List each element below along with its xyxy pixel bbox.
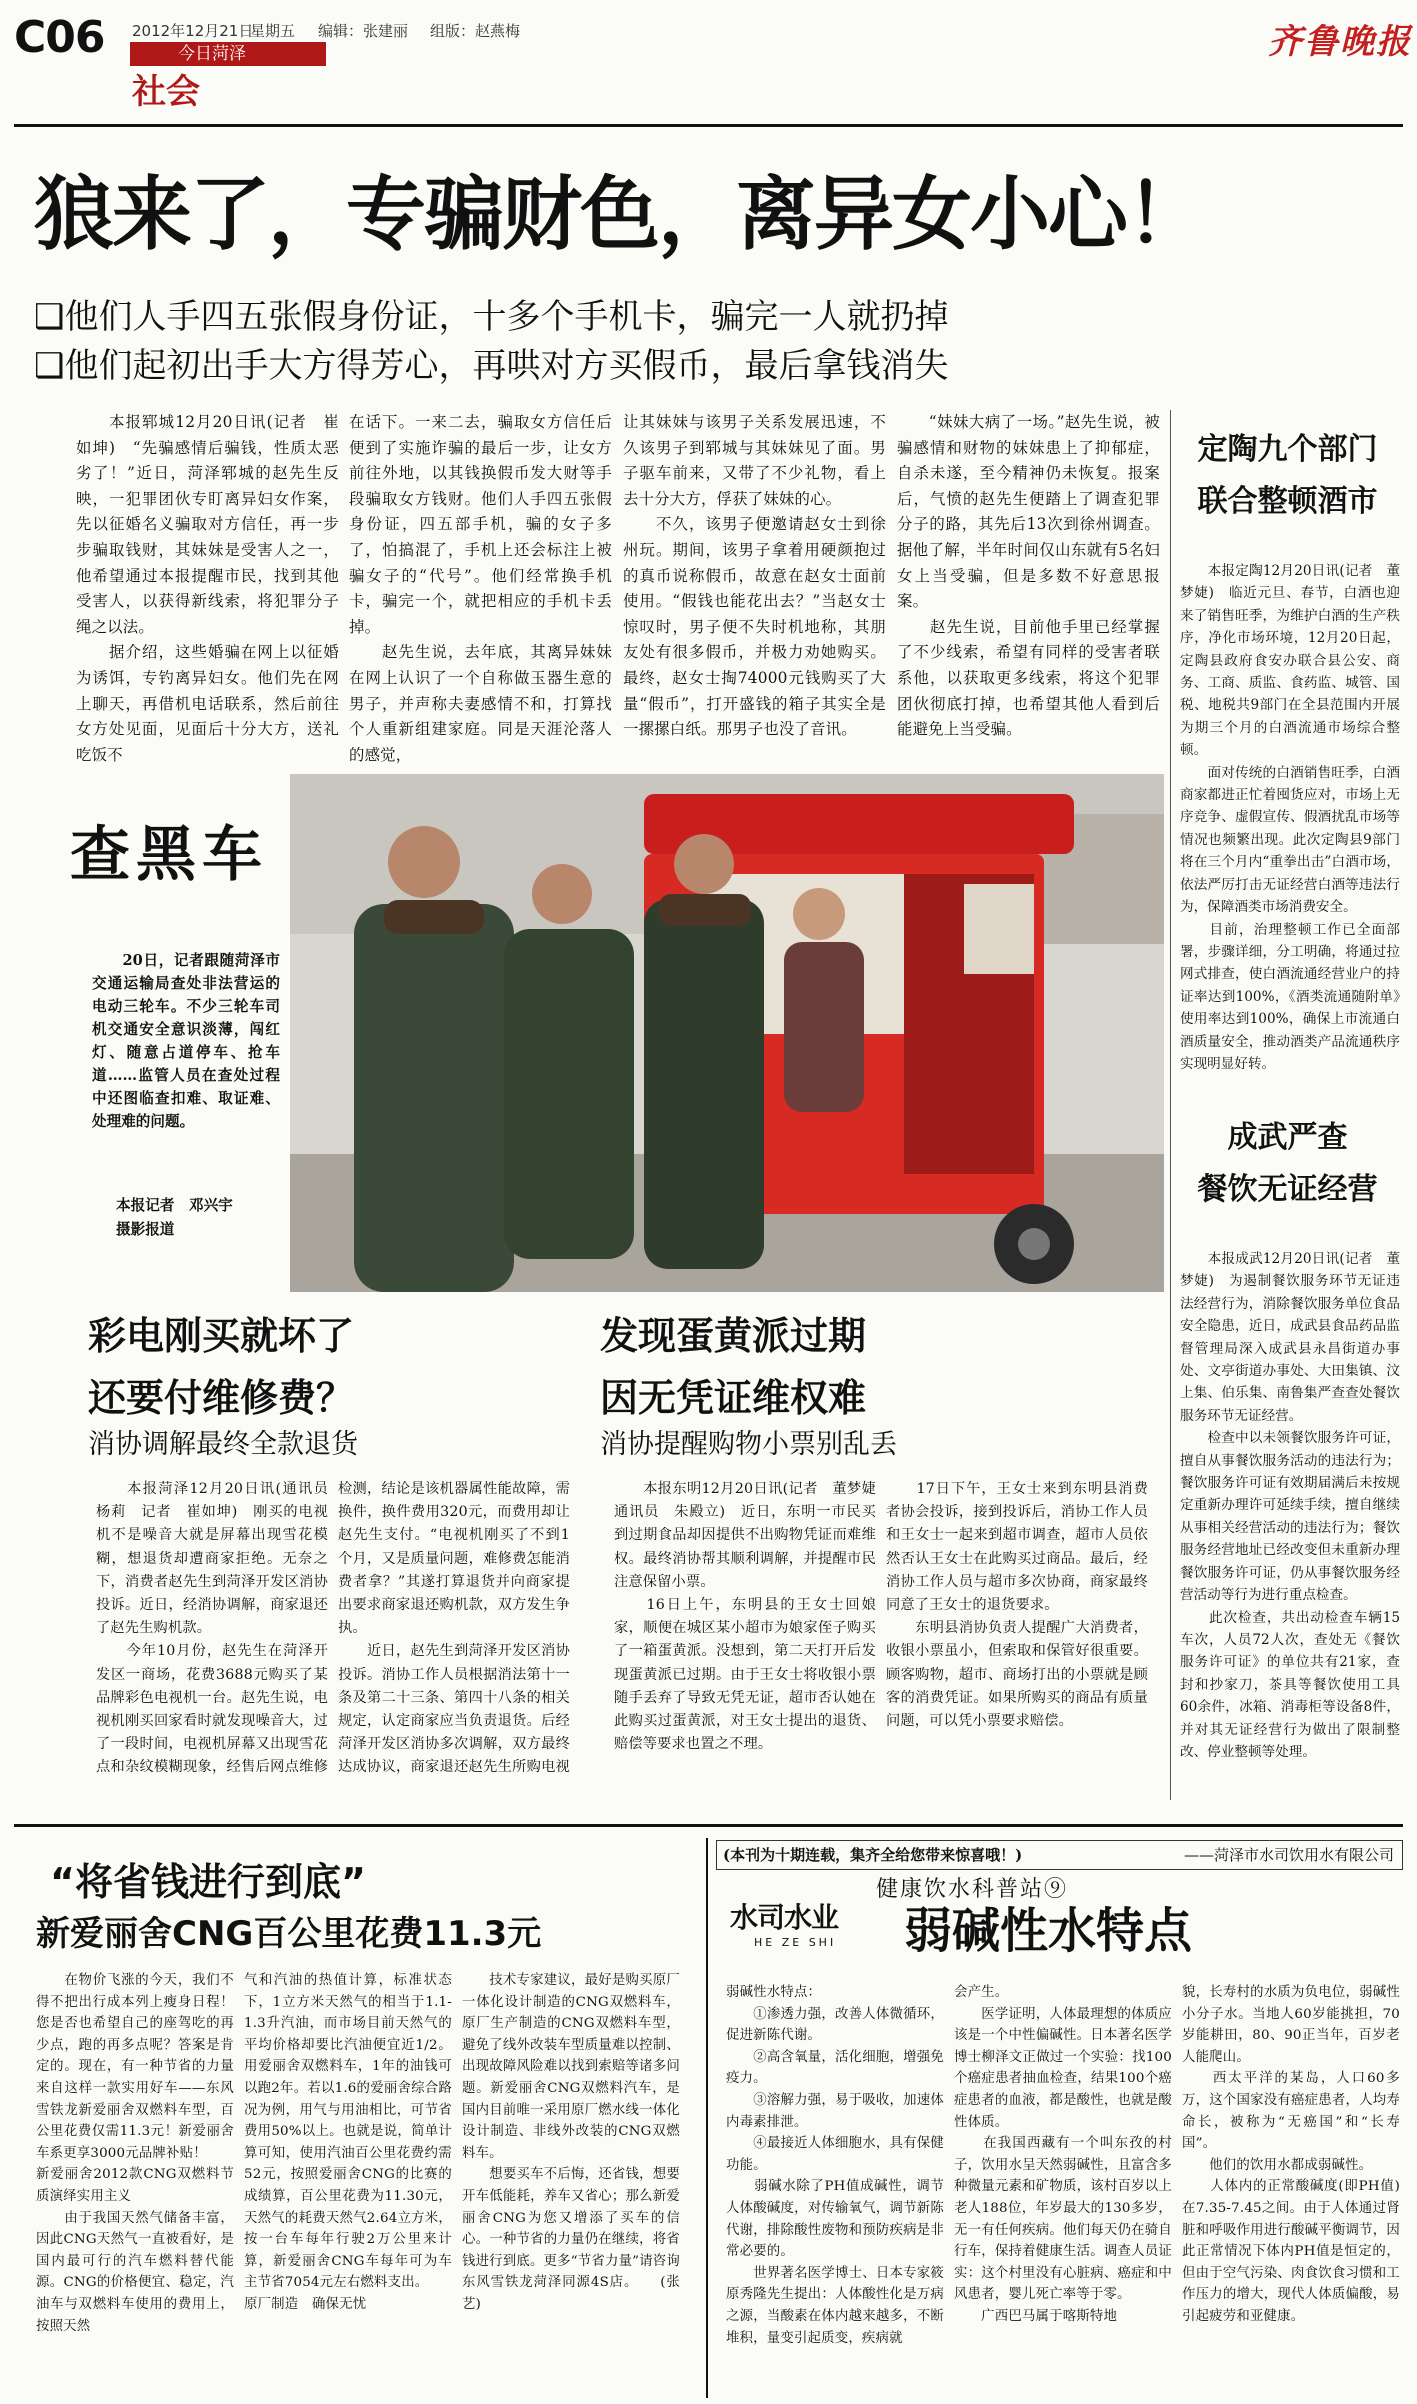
editor-credit: 编辑：张建丽 (318, 22, 409, 40)
photo-story-credit-2: 摄影报道 (116, 1221, 175, 1238)
water-column-2: 会产生。 医学证明，人体最理想的体质应该是一个中性偏碱性。日本著名医学博士柳泽文正做过一个实验：找100个癌症患者抽血检查，结果100个癌症患者的血液，都是酸性，也就是酸性体质。 在我国西藏有一个叫东孜的村子，饮用水呈天然弱碱性，且富含多种微量元素和矿物质，该村百岁以上老人188位，年岁最大的130多岁，无一有任何疾病。他们每天仍在骑自行车，保持着健康生活。调查人员证实：这个村里没有心脏病、癌症和中风患者，婴儿死亡率等于零。 广西巴马属于喀斯特地 (954, 1985, 1172, 2324)
tricycle-wheel-hub (1018, 1228, 1050, 1260)
egg-story-headline-1: 发现蛋黄派过期 (600, 1314, 867, 1358)
tricycle-window-right (964, 884, 1034, 974)
water-company: ——菏泽市水司饮用水有限公司 (1183, 1846, 1394, 1864)
water-column-3: 貌，长寿村的水质为负电位，弱碱性小分子水。当地人60岁能挑担，70岁能耕田，80、90正当年，百岁老人能爬山。 西太平洋的某岛，人口60多万，这个国家没有癌症患者，人均寿命长，被称为“无癌国”和“长寿国”。 他们的饮用水都成弱碱性。 人体内的正常酸碱度(即PH值)在7.35-7.45之间。由于人体通过肾脏和呼吸作用进行酸碱平衡调节，因此正常情况下体内PH值是恒定的，但由于空气污染、肉食饮食习惯和工作压力的增大，现代人体质偏酸，易引起疲劳和亚健康。 (1182, 1985, 1400, 2324)
side-story1-headline-1: 定陶九个部门 (1197, 432, 1378, 467)
side-column-rule (1170, 410, 1171, 1800)
egg-story-subhead: 消协提醒购物小票别乱丢 (600, 1429, 897, 1460)
issue-date: 2012年12月21日 (132, 22, 254, 40)
issue-weekday: 星期五 (250, 22, 296, 40)
side-story2-text: 本报成武12月20日讯(记者 董梦婕) 为遏制餐饮服务环节无证违法经营行为，消除餐饮服务单位食品安全隐患，近日，成武县食品药品监督管理局深入成武县永昌街道办事处、文亭街道办事处、大田集镇、汶上集、伯乐集、南鲁集严查查处餐饮服务环节无证经营。 检查中以未领餐饮服务许可证，擅自从事餐饮服务活动的违法行为；餐饮服务许可证有效期届满后未按规定重新办理许可延续手续，擅自继续从事相关经营活动的违法行为；餐饮服务经营地址已经改变但未重新办理餐饮服务许可证，仍从事餐饮服务经营活动等行为进行重点检查。 此次检查，共出动检查车辆15车次，人员72人次，查处无《餐饮服务许可证》的单位共有21家，查封和抄家刀，茶具等餐饮使用工具60余件，冰箱、消毒柜等设备8件，并对其无证经营行为做出了限制整改、停业整顿等处理。 (1180, 1251, 1400, 1760)
water-logo-sub: HE ZE SHI (754, 1936, 837, 1949)
water-column-1: 弱碱性水特点： ①渗透力强，改善人体微循环，促进新陈代谢。 ②高含氧量，活化细胞，增强免疫力。 ③溶解力强，易于吸收，加速体内毒素排泄。 ④最接近人体细胞水，具有保健功能。 弱碱水除了PH值成碱性，调节人体酸碱度，对传输氧气，调节新陈代谢，排除酸性废物和预防疾病是非常必要的。 世界著名医学博士、日本专家筱原秀隆先生提出：人体酸性化是万病之源，当酸素在体内越来越多，不断堆积，量变引起质变，疾病就 (726, 1985, 944, 2346)
side-story2-headline-2: 餐饮无证经营 (1197, 1172, 1378, 1207)
egg-story-column-1: 本报东明12月20日讯(记者 董梦婕 通讯员 朱殿立) 近日，东明一市民买到过期食品却因提供不出购物凭证而难维权。最终消协帮其顺利调解，并提醒市民注意保留小票。 16日上午，东明县的王女士回娘家，顺便在城区某小超市为娘家侄子购买了一箱蛋黄派。没想到，第二天打开后发现蛋黄派已过期。由于王女士将收银小票随手丢弃了导致无凭无证，超市否认她在此购买过蛋黄派，对王女士提出的退货、赔偿等要求也置之不理。 (614, 1481, 876, 1753)
lead-subhead-2: ❑他们起初出手大方得芳心，再哄对方买假币，最后拿钱消失 (34, 346, 949, 386)
cng-headline-1: “将省钱进行到底” (50, 1860, 366, 1904)
lead-column-2: 在话下。一来二去，骗取女方信任后便到了实施诈骗的最后一步，让女方前往外地，以其钱换假币发大财等手段骗取女方钱财。他们人手四五张假身份证，四五部手机，骗的女子多了，怕搞混了，手机上还会标注上被骗女子的“代号”。他们经常换手机卡，骗完一个，就把相应的手机卡丢掉。 赵先生说，去年底，其离异妹妹在网上认识了一个自称做玉器生意的男子，并声称夫妻感情不和，打算找个人重新组建家庭。同是天涯沦落人的感觉， (349, 413, 612, 764)
officer1-body (354, 904, 514, 1292)
page-number: C06 (14, 12, 105, 63)
photo-story-credit-1: 本报记者 邓兴宇 (116, 1197, 233, 1214)
water-headline: 弱碱性水特点 (904, 1903, 1193, 1959)
side-story2-headline-1: 成武严查 (1227, 1120, 1348, 1155)
tv-story-column-2: 检测，结论是该机器属性能故障，需换件，换件费用320元，而费用却让赵先生支付。“电视机刚买了不到1个月，又是质量问题，难修费怎能消费者拿？”其遂打算退货并向商家提出要求商家退还购机款，双方发生争执。 近日，赵先生到菏泽开发区消协投诉。消协工作人员根据消法第十一条及第二十三条、第四十八条的相关规定，认定商家应当负责退货。后经菏泽开发区消协多次调解，双方最终达成协议，商家退还赵先生所购电视 (338, 1481, 570, 1776)
tv-story-column-1: 本报菏泽12月20日讯(通讯员 杨莉 记者 崔如坤) 刚买的电视机不是噪音大就是屏幕出现雪花模糊，想退货却遭商家拒绝。无奈之下，消费者赵先生到菏泽开发区消协投诉。近日，经消协调解，商家退还了赵先生购机款。 今年10月份，赵先生在菏泽开发区一商场，花费3688元购买了某品牌彩色电视机一台。赵先生说，电视机刚买回家看时就发现噪音大，过了一段时间，电视机屏幕又出现雪花点和杂纹模糊现象，经售后网点维修 (96, 1481, 328, 1776)
lead-subhead-1: ❑他们人手四五张假身份证，十多个手机卡，骗完一人就扔掉 (34, 297, 949, 337)
tv-story-subhead: 消协调解最终全款退货 (88, 1429, 358, 1460)
tv-story-headline-1: 彩电刚买就坏了 (88, 1314, 355, 1358)
passenger-body (784, 942, 864, 1112)
channel-tag (130, 42, 326, 66)
lower-section-rule (14, 1824, 1403, 1827)
masthead-rule (14, 124, 1403, 127)
photo-story-caption: 20日，记者跟随菏泽市交通运输局查处非法营运的电动三轮车。不少三轮车司机交通安全意识淡薄，闯红灯、随意占道停车、抢车道……监管人员在查处过程中还图临查扣难、取证难、处理难的问题。 (92, 952, 280, 1130)
egg-story-column-2: 17日下午，王女士来到东明县消费者协会投诉，接到投诉后，消协工作人员和王女士一起来到超市调查，超市人员依然否认王女士在此购买过商品。最后，经消协工作人员与超市多次协商，商家最终同意了王女士的退货要求。 东明县消协负责人提醒广大消费者，收银小票虽小，但索取和保管好很重要。顾客购物，超市、商场打出的小票就是顾客的消费凭证。如果所购买的商品有质量问题，可以凭小票要求赔偿。 (886, 1481, 1148, 1730)
officer2-head (532, 864, 592, 924)
channel-tag-label: 今日菏泽 (178, 44, 246, 64)
officer1-head (388, 826, 460, 898)
photo-story-block (70, 774, 1164, 1292)
side-story1-headline-2: 联合整顿酒市 (1197, 484, 1378, 519)
officer2-body (504, 929, 634, 1259)
officer1-collar (384, 900, 484, 934)
lead-column-4: “妹妹大病了一场。”赵先生说，被骗感情和财物的妹妹患上了抑郁症，自杀未遂，至今精神仍未恢复。报案后，气愤的赵先生便踏上了调查犯罪分子的路，其先后13次到徐州调查。据他了解，半年时间仅山东就有5名妇女上当受骗，但是多数不好意思报案。 赵先生说，目前他手里已经掌握了不少线索，希望有同样的受害者联系他，以获取更多线索，将这个犯罪团伙彻底打掉，也希望其他人看到后能避免上当受骗。 (897, 413, 1160, 739)
cng-column-3: 技术专家建议，最好是购买原厂一体化设计制造的CNG双燃料车，原厂生产制造的CNG双燃料车型，避免了线外改装车型质量难以控制、出现故障风险难以找到索赔等诸多问题。新爱丽舍CNG双燃料汽车，是国内目前唯一采用原厂燃水线一体化设计制造、非线外改装的CNG双燃料车。 想要买车不后悔，还省钱，想要开车低能耗，养车又省心；那么新爱丽舍CNG为您又增添了买车的信心。一种节省的力量仍在继续，将省钱进行到底。更多“节省力量”请咨询东风雪铁龙菏泽同源4S店。 (张艺) (462, 1973, 680, 2312)
cng-headline-2: 新爱丽舍CNG百公里花费11.3元 (36, 1914, 542, 1954)
lead-column-1: 本报郓城12月20日讯(记者 崔如坤) “先骗感情后骗钱，性质太恶劣了！”近日，菏泽郓城的赵先生反映，一犯罪团伙专盯离异妇女作案，先以征婚名义骗取对方信任，再一步步骗取钱财，其妹妹是受害人之一，他希望通过本报提醒市民，找到其他受害人，以获得新线索，将犯罪分子绳之以法。 据介绍，这些婚骗在网上以征婚为诱饵，专钓离异妇女。他们先在网上聊天，再借机电话联系，然后前往女方处见面，见面后十分大方，送礼吃饭不 (76, 413, 339, 764)
photo-story-title: 查黑车 (70, 820, 268, 890)
water-logo (730, 1900, 850, 1970)
egg-story-headline-2: 因无凭证维权难 (600, 1376, 867, 1420)
officer3-collar (659, 894, 751, 926)
water-logo-mark: 水司水业 (730, 1901, 839, 1934)
cng-column-1: 在物价飞涨的今天，我们不得不把出行成本列上瘦身日程！您是否也希望自己的座驾吃的再少点，跑的再多点呢？答案是肯定的。现在，有一种节省的力量来自这样一款实用好车——东风雪铁龙新爱丽舍双燃料车型，百公里花费仅需11.3元！新爱丽舍车系更享3000元品牌补贴！ 新爱丽舍2012款CNG双燃料节质演绎实用主义 由于我国天然气储备丰富，因此CNG天然气一直被看好，是国内最可行的汽车燃料替代能源。CNG的价格便宜、稳定，汽油车与双燃料车使用的费用上，按照天然 (36, 1973, 234, 2334)
lead-headline: 狼来了，专骗财色，离异女小心！ (34, 168, 1204, 261)
cng-column-2: 气和汽油的热值计算，标准状态下，1立方米天然气的相当于1.1-1.3升汽油，而市场目前天然气的平均价格却要比汽油便宜近1/2。用爱丽舍双燃料车，1年的油钱可以跑2年。若以1.6的爱丽舍综合路况为例，用气与用油相比，可节省费用50%以上。也就是说，简单计算可知，使用汽油百公里花费约需52元，按照爱丽舍CNG的比赛的成绩算，百公里花费为11.30元，天然气的耗费天然气2.64立方米，按一台车每年行驶2万公里来计算，新爱丽舍CNG车每年可为车主节省7054元左右燃料支出。 原厂制造 确保无忧 (244, 1973, 452, 2312)
water-banner-text: (本刊为十期连载，集齐全给您带来惊喜哦！) (723, 1846, 1023, 1864)
section-name: 社会 (132, 72, 200, 112)
side-story1-text: 本报定陶12月20日讯(记者 董梦婕) 临近元旦、春节，白酒也迎来了销售旺季，为维护白酒的生产秩序，净化市场环境，12月20日起，定陶县政府食安办联合县公安、商务、工商、质监、食药监、城管、国税、地税共9部门在全县范围内开展为期三个月的白酒流通市场综合整顿。 面对传统的白酒销售旺季，白酒商家都进正忙着囤货应对，市场上无序竞争、虚假宣传、假酒扰乱市场等情况也频繁出现。此次定陶县9部门将在三个月内“重拳出击”白酒市场，依法严厉打击无证经营白酒等违法行为，保障酒类市场消费安全。 目前，治理整顿工作已全面部署，步骤详细，分工明确，将通过拉网式排查，使白酒流通经营业户的持证率达到100%，《酒类流通随附单》使用率达到100%，确保上市流通白酒质量安全，推动酒类产品流通秩序实现明显好转。 (1180, 563, 1400, 1072)
tv-story-headline-2: 还要付维修费？ (88, 1376, 355, 1420)
officer3-body (644, 899, 764, 1269)
newspaper-logo: 齐鲁晚报 (1268, 22, 1412, 62)
layout-credit: 组版：赵燕梅 (430, 22, 521, 40)
water-banner (716, 1840, 1403, 1870)
passenger-head (793, 888, 845, 940)
officer3-head (674, 834, 734, 894)
water-station-title: 健康饮水科普站⑨ (876, 1877, 1069, 1902)
lower-column-rule (706, 1838, 708, 2398)
lead-column-3: 让其妹妹与该男子关系发展迅速，不久该男子到郓城与其妹妹见了面。男子驱车前来，又带了不少礼物，看上去十分大方，俘获了妹妹的心。 不久，该男子便邀请赵女士到徐州玩。期间，该男子拿着用硬颜抱过的真币说称假币，故意在赵女士面前使用。“假钱也能花出去？”当赵女士惊叹时，男子便不失时机地称，其朋友处有很多假币，并极力劝她购买。最终，赵女士掏74000元钱购买了大量“假币”，打开盛钱的箱子其实全是一摞摞白纸。那男子也没了音讯。 (623, 413, 886, 739)
